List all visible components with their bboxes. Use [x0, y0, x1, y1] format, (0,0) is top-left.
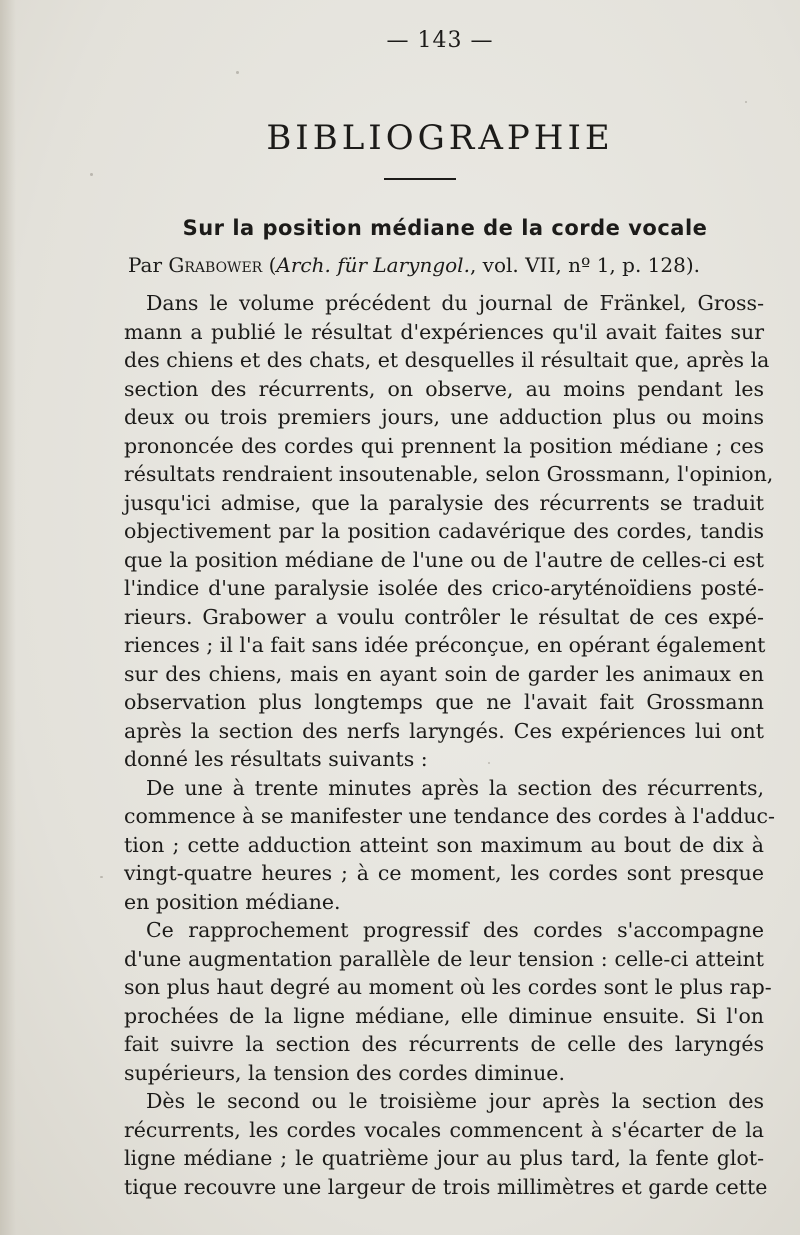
article-body	[124, 289, 775, 1201]
paragraph	[124, 916, 772, 1087]
text-line: tique recouvre une largeur de trois millimètres et garde cette	[124, 1174, 768, 1199]
text-line: des chiens et des chats, et desquelles il résultait que, après la	[124, 348, 770, 372]
text-line: en position médiane.	[124, 889, 341, 914]
text-line: section des récurrents, on observe, au moins pendant les	[124, 376, 764, 401]
text-line: Ce rapprochement progressif des cordes s'accompagne	[146, 918, 764, 942]
paper-speck	[488, 762, 490, 764]
citation-open: (	[262, 253, 277, 277]
citation-prefix: Par	[128, 253, 169, 277]
text-line: l'indice d'une paralysie isolée des crico-aryténoïdiens posté-	[124, 576, 764, 600]
text-line: sur des chiens, mais en ayant soin de garder les animaux en	[124, 661, 764, 686]
text-line: vingt-quatre heures ; à ce moment, les cordes sont presque	[124, 861, 764, 885]
title-divider	[384, 178, 456, 180]
text-line: fait suivre la section des récurrents de celle des laryngés	[124, 1032, 764, 1056]
text-line: ligne médiane ; le quatrième jour au plus tard, la fente glot-	[124, 1146, 764, 1170]
text-line: deux ou trois premiers jours, une adduction plus ou moins	[124, 405, 764, 429]
text-line: jusqu'ici admise, que la paralysie des récurrents se traduit	[124, 490, 764, 515]
citation-author: Grabower	[168, 253, 263, 277]
text-line: après la section des nerfs laryngés. Ces expériences lui ont	[124, 718, 764, 743]
text-line: supérieurs, la tension des cordes diminue.	[124, 1060, 565, 1085]
text-line: objectivement par la position cadavérique des cordes, tandis	[124, 519, 764, 543]
text-line: commence à se manifester une tendance des cordes à l'adduc-	[124, 804, 775, 828]
text-line: récurrents, les cordes vocales commencent à s'écarter de la	[124, 1117, 764, 1142]
section-title: BIBLIOGRAPHIE	[266, 118, 614, 158]
text-line: que la position médiane de l'une ou de l'autre de celles-ci est	[124, 547, 764, 572]
text-line: tion ; cette adduction atteint son maximum au bout de dix à	[124, 832, 764, 857]
text-line: son plus haut degré au moment où les cordes sont le plus rap-	[124, 975, 772, 999]
citation-details: , vol. VII, nº 1, p. 128).	[469, 253, 700, 277]
text-line: Dans le volume précédent du journal de Fränkel, Gross-	[146, 291, 764, 315]
text-line: donné les résultats suivants :	[124, 747, 428, 771]
paper-speck	[236, 71, 239, 74]
text-line: riences ; il l'a fait sans idée préconçue, en opérant également	[124, 633, 766, 657]
page-number: — 143 —	[386, 28, 494, 53]
paragraph	[124, 289, 774, 774]
paragraph	[124, 774, 775, 917]
text-line: mann a publié le résultat d'expériences qu'il avait faites sur	[124, 319, 764, 344]
text-line: rieurs. Grabower a voulu contrôler le résultat de ces expé-	[124, 604, 764, 629]
paragraph	[124, 1087, 768, 1201]
page-binding-shadow	[0, 0, 16, 1235]
text-line: d'une augmentation parallèle de leur tension : celle-ci atteint	[124, 946, 764, 971]
citation-journal: Arch. für Laryngol.	[276, 253, 470, 277]
text-line: prochées de la ligne médiane, elle diminue ensuite. Si l'on	[124, 1003, 764, 1028]
paper-speck	[745, 101, 747, 103]
text-line: Dès le second ou le troisième jour après la section des	[146, 1089, 764, 1113]
paper-speck	[90, 173, 93, 176]
text-line: observation plus longtemps que ne l'avait fait Grossmann	[124, 690, 764, 714]
text-line: prononcée des cordes qui prennent la position médiane ; ces	[124, 433, 764, 458]
paper-speck	[100, 876, 103, 878]
text-line: De une à trente minutes après la section des récurrents,	[146, 775, 764, 800]
text-line: résultats rendraient insoutenable, selon Grossmann, l'opinion,	[124, 462, 774, 486]
article-title: Sur la position médiane de la corde vocale	[182, 216, 708, 240]
article-citation	[128, 253, 768, 277]
